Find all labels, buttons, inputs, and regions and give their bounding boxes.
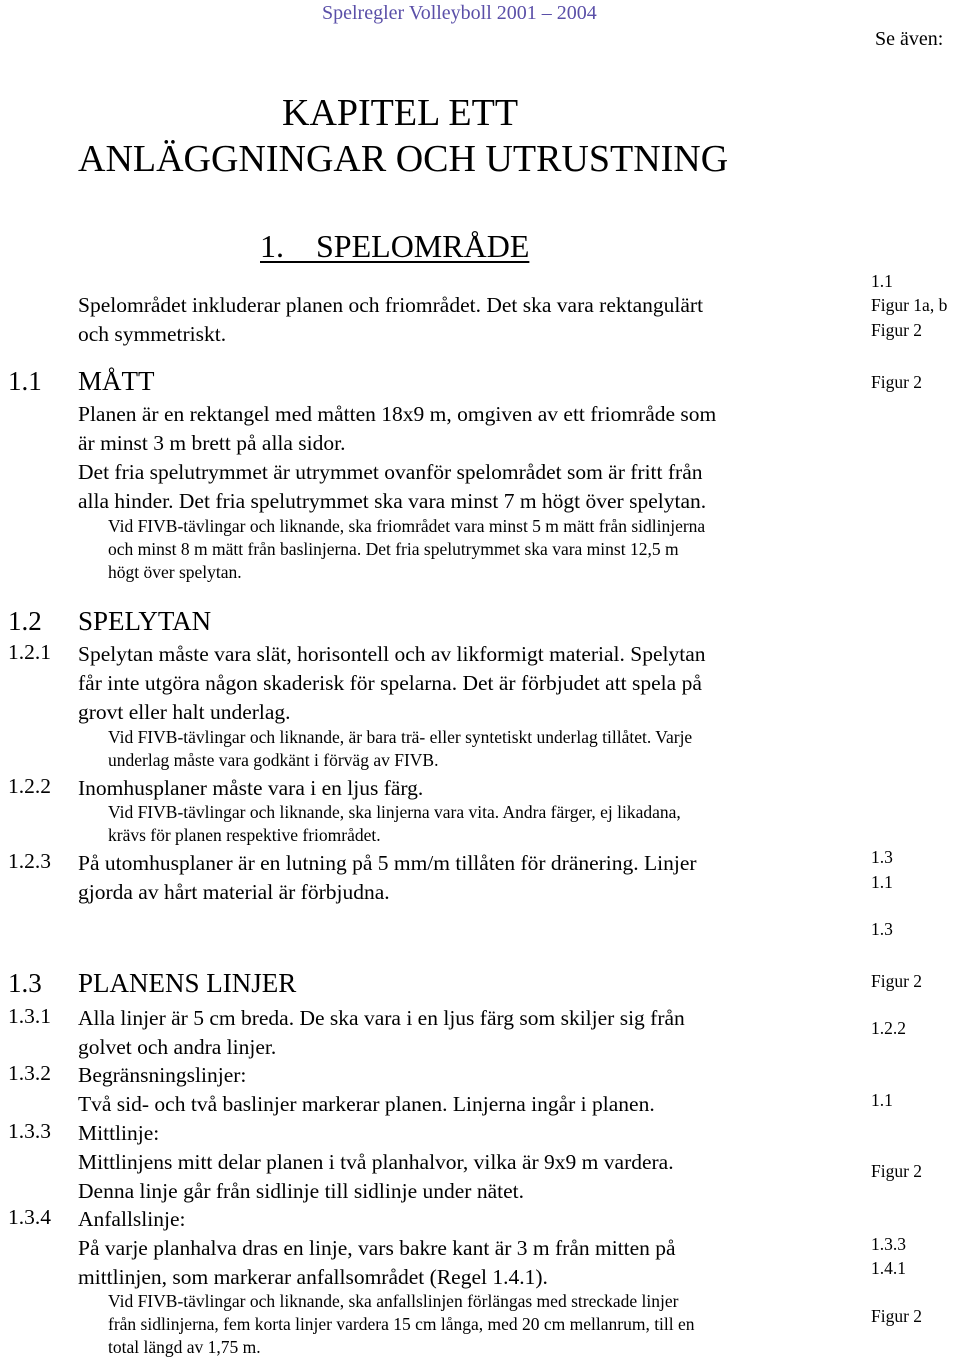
para-heading: Mittlinje: [78, 1121, 160, 1145]
text-line: Det fria spelutrymmet är utrymmet ovanför spelområdet som är fritt från [78, 460, 703, 484]
intro-line: och symmetriskt. [78, 322, 227, 346]
paragraph-1-3-4 [78, 1205, 676, 1292]
paragraph-1-1 [78, 400, 716, 516]
fivb-note-1-1 [108, 515, 705, 584]
note-line: total längd av 1,75 m. [108, 1337, 261, 1357]
text-line: Denna linje går från sidlinje till sidlinje under nätet. [78, 1179, 524, 1203]
heading-1-2-number: 1.2 [8, 606, 42, 636]
paragraph-1-2-3 [78, 849, 697, 907]
chapter-title: ANLÄGGNINGAR OCH UTRUSTNING [78, 138, 729, 180]
note-line: Vid FIVB-tävlingar och liknande, ska friområdet vara minst 5 m mätt från sidlinjerna [108, 516, 706, 536]
note-line: krävs för planen respektive friområdet. [108, 825, 381, 845]
note-line: och minst 8 m mätt från baslinjerna. Det fria spelutrymmet ska vara minst 12,5 m [108, 539, 679, 559]
note-line: Vid FIVB-tävlingar och liknande, ska linjerna vara vita. Andra färger, ej likadana, [108, 802, 681, 822]
text-line: Två sid- och två baslinjer markerar planen. Linjerna ingår i planen. [78, 1092, 655, 1116]
fivb-note-1-2-2 [108, 801, 681, 847]
note-line: underlag måste vara godkänt i förväg av FIVB. [108, 750, 439, 770]
xref: 1.3.3 [871, 1234, 906, 1254]
intro-line: Spelområdet inkluderar planen och friområdet. Det ska vara rektangulärt [78, 293, 704, 317]
heading-1-1-number: 1.1 [8, 366, 42, 396]
text-line: gjorda av hårt material är förbjudna. [78, 880, 390, 904]
paragraph-1-3-2 [78, 1061, 655, 1119]
heading-1-1-title: MÅTT [78, 366, 155, 396]
xref: Figur 2 [871, 372, 923, 392]
section-intro [78, 291, 703, 349]
xref: Figur 1a, b [871, 295, 948, 315]
note-line: högt över spelytan. [108, 562, 242, 582]
xref: 1.1 [871, 1090, 893, 1110]
fivb-note-1-3-4 [108, 1290, 695, 1359]
heading-1-3-number: 1.3 [8, 968, 42, 998]
section-title: 1. SPELOMRÅDE [260, 228, 530, 264]
xref: 1.2.2 [871, 1018, 906, 1038]
xref: Figur 2 [871, 1161, 923, 1181]
paragraph-1-3-3 [78, 1119, 674, 1206]
text-line: alla hinder. Det fria spelutrymmet ska vara minst 7 m högt över spelytan. [78, 489, 707, 513]
para-number-1-3-3: 1.3.3 [8, 1119, 51, 1143]
xref: 1.3 [871, 919, 893, 939]
text-line: Alla linjer är 5 cm breda. De ska vara i en ljus färg som skiljer sig från [78, 1006, 685, 1030]
paragraph-1-3-1 [78, 1004, 685, 1062]
xref: 1.1 [871, 872, 893, 892]
text-line: mittlinjen, som markerar anfallsområdet (Regel 1.4.1). [78, 1265, 548, 1289]
text-line: Spelytan måste vara slät, horisontell och av likformigt material. Spelytan [78, 642, 706, 666]
para-number-1-2-1: 1.2.1 [8, 640, 51, 664]
xref: 1.1 [871, 271, 893, 291]
fivb-note-1-2-1 [108, 726, 692, 772]
heading-1-2-title: SPELYTAN [78, 606, 212, 636]
text-line: får inte utgöra någon skaderisk för spelarna. Det är förbjudet att spela på [78, 671, 702, 695]
para-number-1-3-2: 1.3.2 [8, 1061, 51, 1085]
text-line: grovt eller halt underlag. [78, 700, 291, 724]
note-line: Vid FIVB-tävlingar och liknande, är bara trä- eller syntetiskt underlag tillåtet. Varje [108, 727, 693, 747]
para-number-1-3-4: 1.3.4 [8, 1205, 51, 1229]
paragraph-1-2-1 [78, 640, 706, 727]
note-line: Vid FIVB-tävlingar och liknande, ska anfallslinjen förlängas med streckade linjer [108, 1291, 679, 1311]
xref: 1.3 [871, 847, 893, 867]
xref: Figur 2 [871, 971, 923, 991]
heading-1-3-title: PLANENS LINJER [78, 968, 297, 998]
xref: Figur 2 [871, 320, 923, 340]
xref: 1.4.1 [871, 1258, 906, 1278]
text-line: På varje planhalva dras en linje, vars bakre kant är 3 m från mitten på [78, 1236, 676, 1260]
text-line: Planen är en rektangel med måtten 18x9 m, omgiven av ett friområde som [78, 402, 717, 426]
para-number-1-2-2: 1.2.2 [8, 774, 51, 798]
xref: Figur 2 [871, 1306, 923, 1326]
text-line: golvet och andra linjer. [78, 1035, 277, 1059]
para-heading: Begränsningslinjer: [78, 1063, 247, 1087]
running-header: Spelregler Volleyboll 2001 – 2004 [322, 2, 597, 24]
note-line: från sidlinjerna, fem korta linjer vardera 15 cm långa, med 20 cm mellanrum, till en [108, 1314, 695, 1334]
para-heading: Anfallslinje: [78, 1207, 186, 1231]
text-line: Mittlinjens mitt delar planen i två planhalvor, vilka är 9x9 m vardera. [78, 1150, 674, 1174]
text-line: är minst 3 m brett på alla sidor. [78, 431, 346, 455]
chapter-number: KAPITEL ETT [282, 92, 519, 134]
paragraph-1-2-2: Inomhusplaner måste vara i en ljus färg. [78, 776, 424, 800]
para-number-1-2-3: 1.2.3 [8, 849, 51, 873]
para-number-1-3-1: 1.3.1 [8, 1004, 51, 1028]
see-also-label: Se även: [875, 28, 944, 50]
text-line: På utomhusplaner är en lutning på 5 mm/m tillåten för dränering. Linjer [78, 851, 697, 875]
